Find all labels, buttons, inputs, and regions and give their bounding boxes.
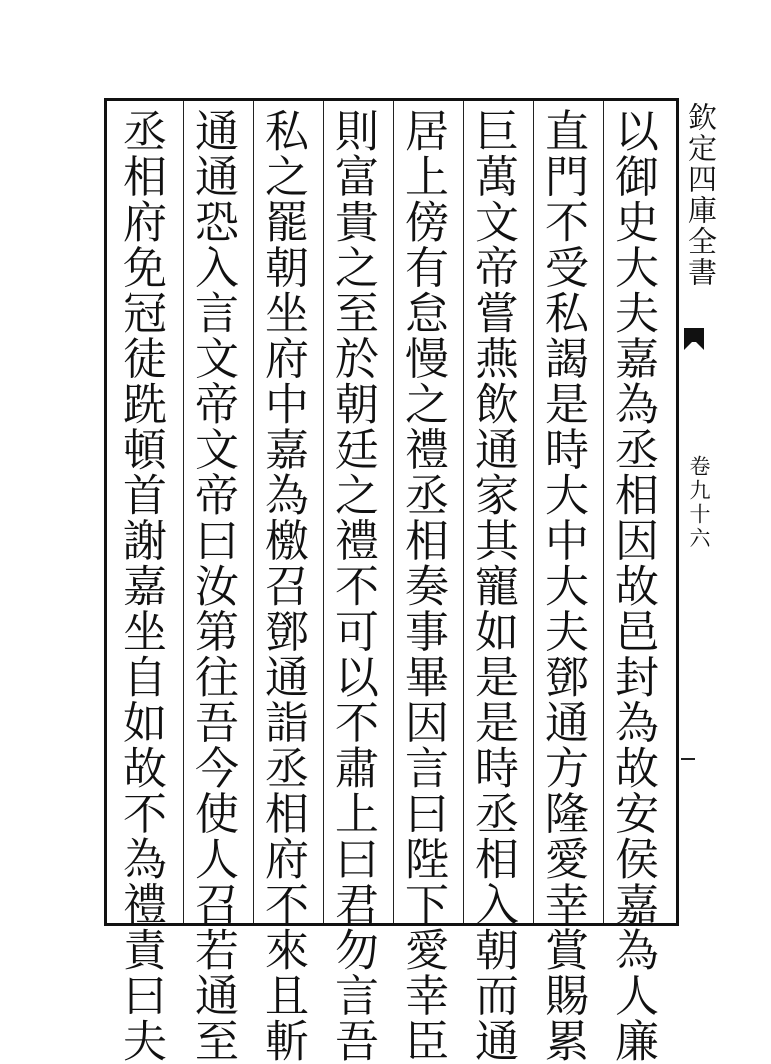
text-column-5: 則富貴之至於朝廷之禮不可以不肅上曰君勿言吾: [327, 108, 378, 1064]
column-divider: [603, 101, 604, 923]
frame-right-border: [676, 98, 679, 926]
text-column-3: 巨萬文帝嘗燕飲通家其寵如是是時丞相入朝而通: [467, 108, 518, 1064]
column-divider: [323, 101, 324, 923]
volume-number: 卷九十六: [687, 455, 711, 551]
column-divider: [463, 101, 464, 923]
column-divider: [393, 101, 394, 923]
column-divider: [253, 101, 254, 923]
book-title: 欽定四庫全書: [684, 102, 718, 288]
text-column-7: 通通恐入言文帝文帝曰汝第往吾今使人召若通至: [187, 108, 238, 1064]
margin-rule: [681, 758, 695, 760]
text-column-2: 直門不受私謁是時大中大夫鄧通方隆愛幸賞賜累: [537, 108, 588, 1064]
text-column-8: 丞相府免冠徒跣頓首謝嘉坐自如故不為禮責曰夫: [115, 108, 166, 1064]
fish-tail-notch: [684, 340, 704, 350]
column-divider: [183, 101, 184, 923]
column-divider: [533, 101, 534, 923]
text-column-6: 私之罷朝坐府中嘉為檄召鄧通詣丞相府不來且斬: [257, 108, 308, 1064]
text-column-4: 居上傍有怠慢之禮丞相奏事畢因言曰陛下愛幸臣: [397, 108, 448, 1064]
text-column-1: 以御史大夫嘉為丞相因故邑封為故安侯嘉為人廉: [607, 108, 658, 1064]
